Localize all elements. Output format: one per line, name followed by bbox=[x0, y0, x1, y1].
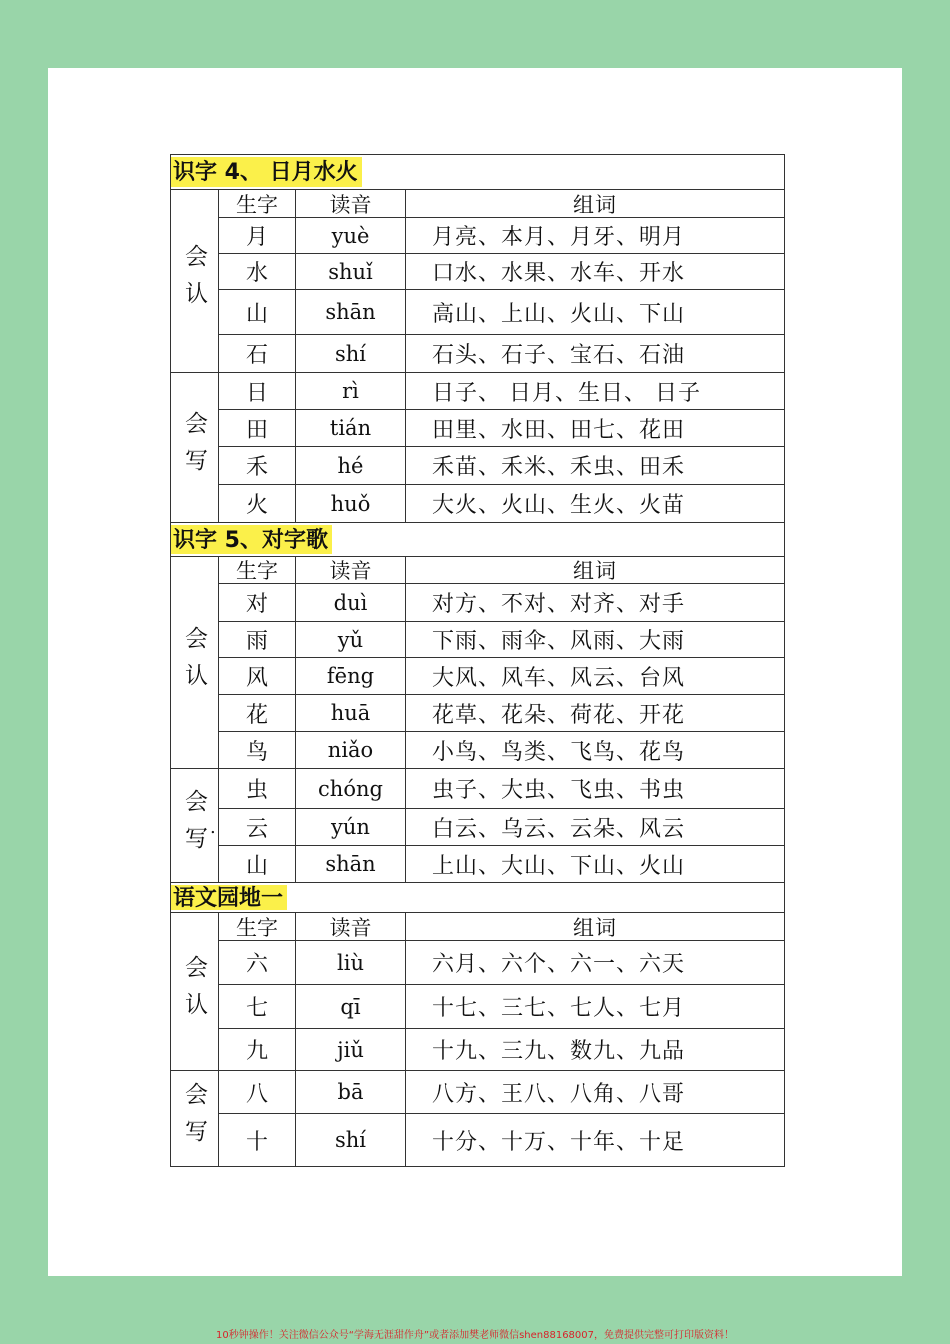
words-cell: 八方、王八、八角、八哥 bbox=[432, 1081, 686, 1107]
group-label-read: 会认 bbox=[171, 913, 219, 1071]
table-row bbox=[219, 1029, 784, 1071]
words-cell: 虫子、大虫、飞虫、书虫 bbox=[432, 778, 686, 803]
pinyin-cell: duì bbox=[296, 584, 406, 621]
table-row bbox=[219, 218, 784, 254]
section-title: 识字 4、 日月水火 bbox=[171, 157, 362, 187]
words-cell: 石头、石子、宝石、石油 bbox=[432, 343, 686, 368]
pinyin-cell: qī bbox=[296, 985, 406, 1028]
footer-promo-text: 10秒钟操作！关注微信公众号“学海无涯甜作舟”或者添加樊老师微信shen88168007，免费提供完整可打印版资料！ bbox=[215, 1330, 735, 1341]
char-cell: 石 bbox=[219, 335, 296, 372]
pinyin-cell: shān bbox=[296, 846, 406, 882]
header-pinyin: 读音 bbox=[296, 190, 406, 217]
table-row bbox=[219, 695, 784, 732]
pinyin-cell: huǒ bbox=[296, 485, 406, 522]
section-title-row bbox=[171, 523, 784, 557]
pinyin-cell: bā bbox=[296, 1071, 406, 1113]
char-cell: 七 bbox=[219, 985, 296, 1028]
dot-mark: . bbox=[210, 817, 216, 838]
words-cell: 日子、 日月、生日、 日子 bbox=[432, 380, 701, 406]
char-cell: 禾 bbox=[219, 447, 296, 484]
table-row bbox=[219, 941, 784, 985]
section-title: 识字 5、对字歌 bbox=[171, 525, 332, 554]
words-cell: 白云、乌云、云朵、风云 bbox=[432, 816, 686, 842]
table-row bbox=[219, 658, 784, 695]
header-words: 组词 bbox=[573, 192, 617, 217]
words-cell: 大火、火山、生火、火苗 bbox=[432, 493, 686, 518]
table-row bbox=[219, 732, 784, 769]
char-cell: 十 bbox=[219, 1114, 296, 1166]
section-title: 语文园地一 bbox=[171, 885, 287, 910]
pinyin-cell: yún bbox=[296, 809, 406, 845]
char-cell: 雨 bbox=[219, 622, 296, 657]
words-cell: 十九、三九、数九、九品 bbox=[432, 1039, 686, 1064]
char-cell: 鸟 bbox=[219, 732, 296, 768]
pinyin-cell: fēng bbox=[296, 658, 406, 694]
table-row bbox=[219, 290, 784, 335]
char-cell: 水 bbox=[219, 254, 296, 289]
pinyin-cell: shuǐ bbox=[296, 254, 406, 289]
char-cell bbox=[210, 809, 296, 845]
char-cell: 山 bbox=[219, 290, 296, 334]
words-cell: 小鸟、鸟类、飞鸟、花鸟 bbox=[432, 739, 686, 765]
table-row bbox=[219, 410, 784, 447]
pinyin-cell: niǎo bbox=[296, 732, 406, 768]
char-cell: 对 bbox=[219, 584, 296, 621]
header-words: 组词 bbox=[573, 559, 617, 583]
header-pinyin: 读音 bbox=[296, 913, 406, 940]
pinyin-cell: yǔ bbox=[296, 622, 406, 657]
char-cell: 月 bbox=[219, 218, 296, 253]
header-char: 生字 bbox=[219, 190, 296, 217]
section-title-row bbox=[171, 883, 784, 913]
table-row bbox=[219, 622, 784, 658]
table-header-row bbox=[219, 190, 784, 218]
words-cell: 上山、大山、下山、火山 bbox=[432, 853, 686, 879]
char-cell: 山 bbox=[219, 846, 296, 882]
table-row bbox=[219, 846, 784, 883]
words-cell: 口水、水果、水车、开水 bbox=[432, 261, 686, 286]
pinyin-cell: jiǔ bbox=[296, 1029, 406, 1070]
pinyin-cell: shí bbox=[296, 335, 406, 372]
char-cell: 田 bbox=[219, 410, 296, 446]
table-row bbox=[219, 769, 784, 809]
table-row bbox=[219, 254, 784, 290]
pinyin-cell: chóng bbox=[296, 769, 406, 808]
table-row bbox=[219, 985, 784, 1029]
pinyin-cell: shān bbox=[296, 290, 406, 334]
words-cell: 高山、上山、火山、下山 bbox=[432, 301, 686, 327]
pinyin-cell: huā bbox=[296, 695, 406, 731]
char-cell: 风 bbox=[219, 658, 296, 694]
pinyin-cell: shí bbox=[296, 1114, 406, 1166]
group-label-write: 会写 bbox=[171, 769, 219, 883]
table-row bbox=[219, 447, 784, 485]
table-row bbox=[219, 584, 784, 622]
char-cell: 火 bbox=[219, 485, 296, 522]
words-cell: 禾苗、禾米、禾虫、田禾 bbox=[432, 455, 686, 480]
char-text: 云 bbox=[245, 816, 268, 842]
table-row bbox=[219, 373, 784, 410]
section-title-row bbox=[171, 155, 784, 190]
table-row bbox=[219, 335, 784, 373]
words-cell: 下雨、雨伞、风雨、大雨 bbox=[432, 629, 686, 654]
pinyin-cell: rì bbox=[296, 373, 406, 409]
group-label-write: 会写 bbox=[171, 1071, 219, 1167]
char-cell: 虫 bbox=[219, 769, 296, 808]
header-words: 组词 bbox=[573, 915, 617, 940]
pinyin-cell: liù bbox=[296, 941, 406, 984]
table-header-row bbox=[219, 557, 784, 584]
words-cell: 月亮、本月、月牙、明月 bbox=[432, 225, 686, 250]
table-row bbox=[219, 485, 784, 523]
words-cell: 十分、十万、十年、十足 bbox=[432, 1129, 686, 1155]
words-cell: 六月、六个、六一、六天 bbox=[432, 952, 686, 977]
header-char: 生字 bbox=[219, 913, 296, 940]
table-row bbox=[219, 1114, 784, 1167]
group-label-read: 会认 bbox=[171, 190, 219, 373]
words-cell: 花草、花朵、荷花、开花 bbox=[432, 702, 686, 728]
words-cell: 大风、风车、风云、台风 bbox=[432, 665, 686, 691]
table-row bbox=[210, 809, 784, 846]
table-header-row bbox=[219, 913, 784, 941]
pinyin-cell: yuè bbox=[296, 218, 406, 253]
header-char: 生字 bbox=[219, 557, 296, 583]
group-label-read: 会认 bbox=[171, 557, 219, 769]
group-label-write: 会写 bbox=[171, 373, 219, 523]
pinyin-cell: tián bbox=[296, 410, 406, 446]
words-cell: 田里、水田、田七、花田 bbox=[432, 417, 686, 443]
words-cell: 对方、不对、对齐、对手 bbox=[432, 592, 686, 617]
char-cell: 日 bbox=[219, 373, 296, 409]
vocabulary-table bbox=[170, 154, 785, 1167]
header-pinyin: 读音 bbox=[296, 557, 406, 583]
char-cell: 六 bbox=[219, 941, 296, 984]
pinyin-cell: hé bbox=[296, 447, 406, 484]
char-cell: 八 bbox=[219, 1071, 296, 1113]
words-cell: 十七、三七、七人、七月 bbox=[432, 996, 686, 1021]
table-row bbox=[219, 1071, 784, 1114]
char-cell: 花 bbox=[219, 695, 296, 731]
char-cell: 九 bbox=[219, 1029, 296, 1070]
